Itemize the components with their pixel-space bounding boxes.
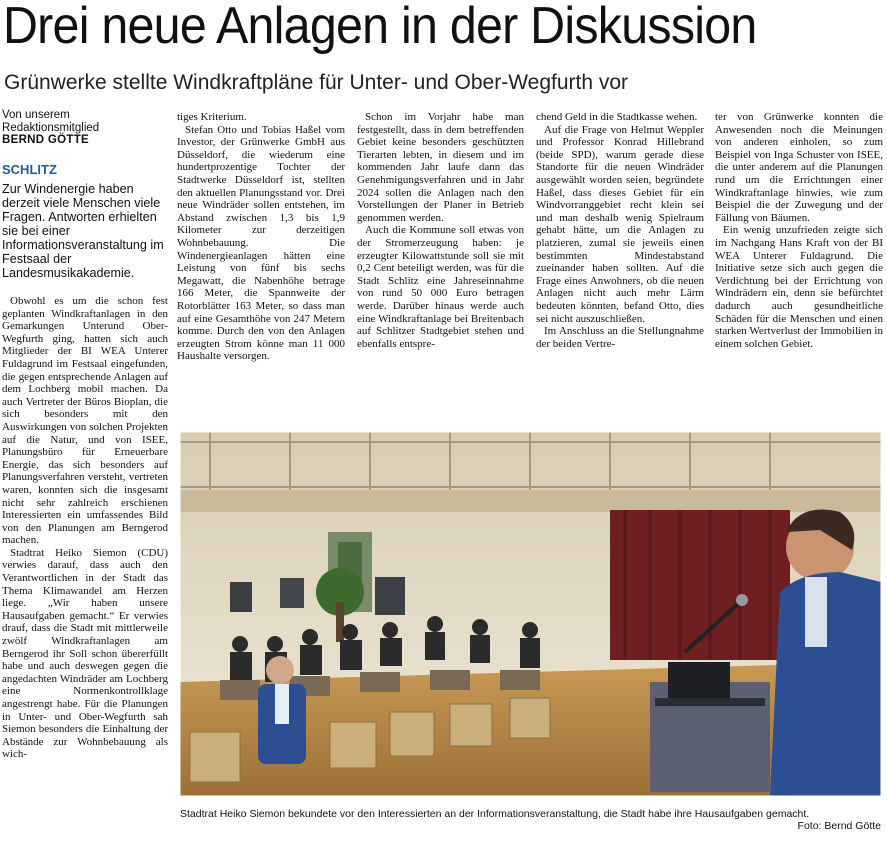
byline-line2: Redaktionsmitglied bbox=[2, 121, 100, 134]
body-column-5 bbox=[715, 111, 883, 411]
paragraph: Obwohl es um die schon fest geplanten Windkraftanlagen in den Gemarkungen Unterund Ober-Wegfurth ging, hatten sich auch Mitglieder der BI WEA Unterer Fuldagrund im Festsaal eingefunden, die gegen entsprechende Anlagen auf dem Lochberg mobil machen. Da auch Vertreter der Büros Bioplan, die sich besonders mit den Auswirkungen von solchen Projekten auf die Natur, und von ISEE, Planungsbüro für Erneuerbare Energie, das sich besonders auf Planungsverfahren versteht, vertreten waren, konnten sich die insgesamt nicht sehr zahlreich erschienen Interessierten ein umfassendes Bild von den Planungen am Berngerod machen. bbox=[2, 295, 168, 547]
photo-credit: Foto: Bernd Götte bbox=[797, 820, 881, 832]
paragraph: Schon im Vorjahr habe man festgestellt, dass in dem betreffenden Gebiet keine besonders geschützten Tierarten lebten, in diesem und im kommenden Jahr laufe dann das Genehmigungsverfahren und in Jahr 2024 sollen die Anlagen nach den Vorstellungen der Planer in Betrieb genommen werden. bbox=[357, 111, 524, 224]
byline-line1: Von unserem bbox=[2, 109, 70, 121]
headline: Drei neue Anlagen in der Diskussion bbox=[3, 0, 757, 55]
hall-photo-illustration bbox=[180, 432, 881, 796]
paragraph: Im Anschluss an die Stellungnahme der beiden Vertre- bbox=[536, 325, 704, 350]
paragraph: chend Geld in die Stadtkasse wehen. bbox=[536, 111, 698, 123]
body-column-4 bbox=[536, 111, 704, 411]
teaser: Zur Windenergie haben derzeit viele Menschen viele Fragen. Antworten erhielten sie bei einer Informationsveranstaltung im Festsaal der Landesmusikakademie. bbox=[2, 182, 164, 280]
byline-author: BERND GÖTTE bbox=[2, 134, 89, 146]
body-column-2 bbox=[177, 111, 345, 411]
paragraph: Auf die Frage von Helmut Weppler und Professor Konrad Hillebrand (beide SPD), warum gerade diese Standorte für die neuen Windräder ausgewählt worden seien, begründete Haßel, dass dieses Gebiet für ein Windvorranggebiet recht klein sei und man deshalb wenig Spielraum gehabt hätte, um die Anlagen zu platzieren, zumal sie jeweils einen bestimmten Mindestabstand zueinander haben sollten. Auf die Frage eines Anwohners, ob die neuen Anlagen nicht auch mehr Lärm bedeuten könnten, befand Otto, dies sei nicht auszuschließen. bbox=[536, 123, 704, 325]
dateline: SCHLITZ bbox=[2, 162, 57, 177]
body-column-3 bbox=[357, 111, 524, 411]
event-photo bbox=[180, 432, 881, 796]
byline bbox=[2, 109, 172, 147]
paragraph: Stadtrat Heiko Siemon (CDU) verwies darauf, dass auch den Verantwortlichen in der Stadt das Thema Klimawandel am Herzen liege. „Wir haben unsere Hausaufgaben gemacht.“ Er verwies drauf, dass die Stadt mit mittlerweile zwölf Windkraftanlagen am Berngerod ihr Soll schon übererfüllt habe und auch deswegen gegen die angedachten Windräder am Lochberg eine Normenkontrollklage angestrengt habe. Für die Planungen in Unter- und Ober-Wegfurth sah Siemon besonders die Einhaltung der Abstände zur Wohnbebauung als wich- bbox=[2, 546, 168, 761]
paragraph: Ein wenig unzufrieden zeigte sich im Nachgang Hans Kraft von der BI WEA Unterer Fuldagrund. Die Initiative setze sich auch gegen die Verdichtung bei der Errichtung von Windrädern ein, denn sie befürchtet dadurch auch gesundheitliche Schäden für die Menschen und einen starken Wertverlust der Immobilien in einem solchen Gebiet. bbox=[715, 224, 883, 350]
body-column-1 bbox=[2, 295, 168, 840]
paragraph: ter von Grünwerke konnten die Anwesenden noch die Meinungen von anderen einholen, so zum Beispiel von Inga Schuster von ISEE, die unter anderem auf die Planungen rund um die Errichtungen einer Windkraftanlage hinwies, wie zum Beispiel die der Zuwegung und der Fällung von Bäumen. bbox=[715, 111, 883, 224]
paragraph: Auch die Kommune soll etwas von der Stromerzeugung haben: je erzeugter Kilowattstunde soll sie mit 0,2 Cent beteiligt werden, was für die Stadt Schlitz eine Jahreseinnahme von rund 50 000 Euro betragen werde. Darüber hinaus werde auch eine Windkraftanlage bei Breitenbach auf Schlitzer Stadtgebiet stehen und ebenfalls entspre- bbox=[357, 224, 524, 350]
paragraph: tiges Kriterium. bbox=[177, 111, 247, 123]
photo-caption: Stadtrat Heiko Siemon bekundete vor den Interessierten an der Informationsveranstaltung, die Stadt habe ihre Hausaufgaben gemacht. bbox=[180, 808, 810, 820]
paragraph: Stefan Otto und Tobias Haßel vom Investor, der Grünwerke GmbH aus Düsseldorf, die wiederum eine hundertprozentige Tochter der Stadtwerke Düsseldorf ist, stellten den aktuellen Planungsstand vor. Drei neue Windräder sollen entstehen, im Abstand zwischen 1,3 bis 1,9 Kilometer zur derzeitigen Wohnbebauung. Die Windenergieanlagen hätten eine Leistung von fünf bis sechs Megawatt, die Nabenhöhe betrage 166 Meter, die Spannweite der Rotorblätter 163 Meter, so dass man auf eine Gesamthöhe von 247 Metern komme. Durch den von den Anlagen erzeugten Strom könne man 11 000 Haushalte versorgen. bbox=[177, 123, 345, 363]
subheadline: Grünwerke stellte Windkraftpläne für Unter- und Ober-Wegfurth vor bbox=[4, 71, 629, 94]
